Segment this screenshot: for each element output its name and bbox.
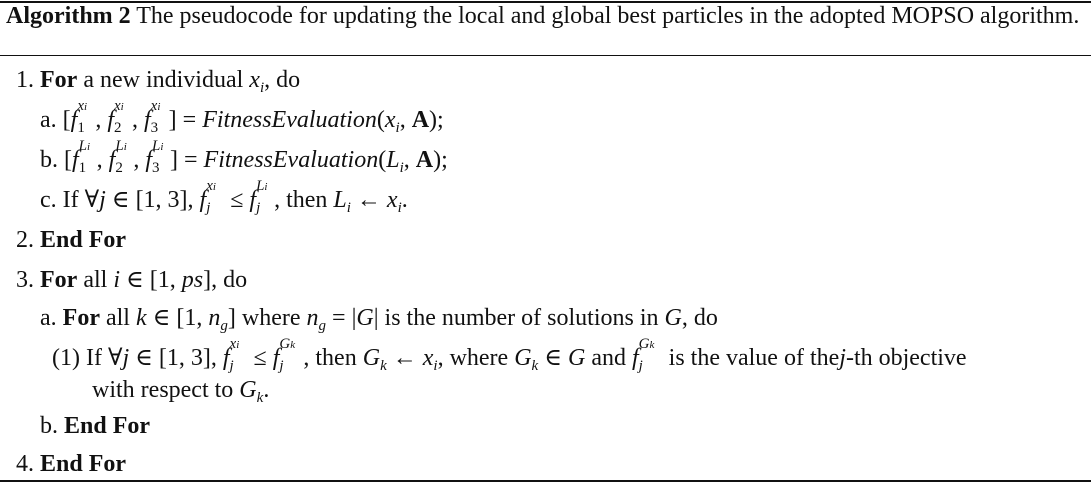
- step-3a-1-cont: [92, 376, 269, 404]
- is-text: is the number of solutions in: [384, 305, 659, 331]
- then-word: then: [315, 345, 357, 371]
- step-3a: [40, 304, 718, 332]
- where-word: where: [241, 305, 301, 331]
- do-word: do: [223, 267, 248, 293]
- step-3: [16, 266, 247, 294]
- value-text: is the value of the: [668, 345, 840, 371]
- algorithm-caption: [6, 3, 1086, 29]
- step-number: b.: [40, 147, 58, 173]
- caption-label: Algorithm 2: [6, 3, 131, 29]
- if-word: If: [85, 345, 102, 371]
- step-number: 1.: [16, 67, 34, 93]
- respect-text: with respect to: [92, 377, 234, 403]
- math-assign: $G_k$ ← $x_i$,: [362, 345, 444, 374]
- step-number: a.: [40, 305, 57, 331]
- keyword-for: For: [40, 267, 78, 293]
- math-assign: $L_i$ ← $x_i$.: [333, 187, 408, 216]
- bottom-rule: [0, 480, 1091, 482]
- math-g: G,: [664, 305, 688, 331]
- step-number: a.: [40, 107, 57, 133]
- math-k-range: k ∈ [1, $n_g$]: [135, 305, 236, 334]
- step-1c: [40, 178, 408, 216]
- if-word: If: [62, 187, 79, 213]
- keyword-end-for: End For: [40, 227, 127, 253]
- math-condition: ∀j ∈ [1, 3], f xi j ≤ f Li j ,: [84, 178, 281, 216]
- j-index: j: [839, 345, 846, 371]
- step-1b: [40, 138, 448, 176]
- step-1: [16, 66, 300, 94]
- step-1a: [40, 98, 444, 136]
- math-gk: $G_k$.: [239, 377, 270, 406]
- step-3a-1: [52, 336, 967, 374]
- math-f-gk: f Gk j: [631, 336, 655, 374]
- math-condition: ∀j ∈ [1, 3], f xi j ≤ f Gk j ,: [107, 336, 310, 374]
- math-fitness-xi: [f xi 1 , f xi 2 , f xi 3 ] = $FitnessEvaluation(x_i$, A);: [62, 98, 444, 136]
- step-number: 2.: [16, 227, 34, 253]
- keyword-end-for: End For: [64, 413, 151, 439]
- caption-rule: [0, 55, 1091, 56]
- keyword-for: For: [40, 67, 78, 93]
- step-text: a new individual: [83, 67, 244, 93]
- math-ng: $n_g = |G|$: [306, 305, 379, 334]
- math-xi: $x_i$, do: [249, 67, 301, 96]
- step-text: all: [83, 267, 108, 293]
- function-name: FitnessEvaluation: [203, 147, 379, 173]
- caption-text: The pseudocode for updating the local and global best particles in the adopted MOPSO algorithm.: [136, 3, 1080, 29]
- where-word: where: [449, 345, 509, 371]
- then-word: then: [286, 187, 328, 213]
- math-range: i ∈ [1, ps],: [113, 267, 218, 293]
- objective-text: -th objective: [845, 345, 967, 371]
- step-number: 4.: [16, 451, 34, 477]
- step-4: [16, 450, 126, 478]
- step-number: c.: [40, 187, 57, 213]
- do-word: do: [693, 305, 718, 331]
- step-text: all: [105, 305, 130, 331]
- keyword-for: For: [62, 305, 100, 331]
- step-number: b.: [40, 413, 58, 439]
- step-3b: [40, 412, 150, 440]
- math-membership: $G_k$ ∈ G: [514, 345, 586, 374]
- keyword-end-for: End For: [40, 451, 127, 477]
- step-2: [16, 226, 126, 254]
- math-fitness-li: [f Li 1 , f Li 2 , f Li 3 ] = $FitnessEvaluation(L_i$, A);: [64, 138, 448, 176]
- and-word: and: [591, 345, 626, 371]
- function-name: FitnessEvaluation: [202, 107, 377, 133]
- step-number: 3.: [16, 267, 34, 293]
- step-number: (1): [52, 345, 80, 371]
